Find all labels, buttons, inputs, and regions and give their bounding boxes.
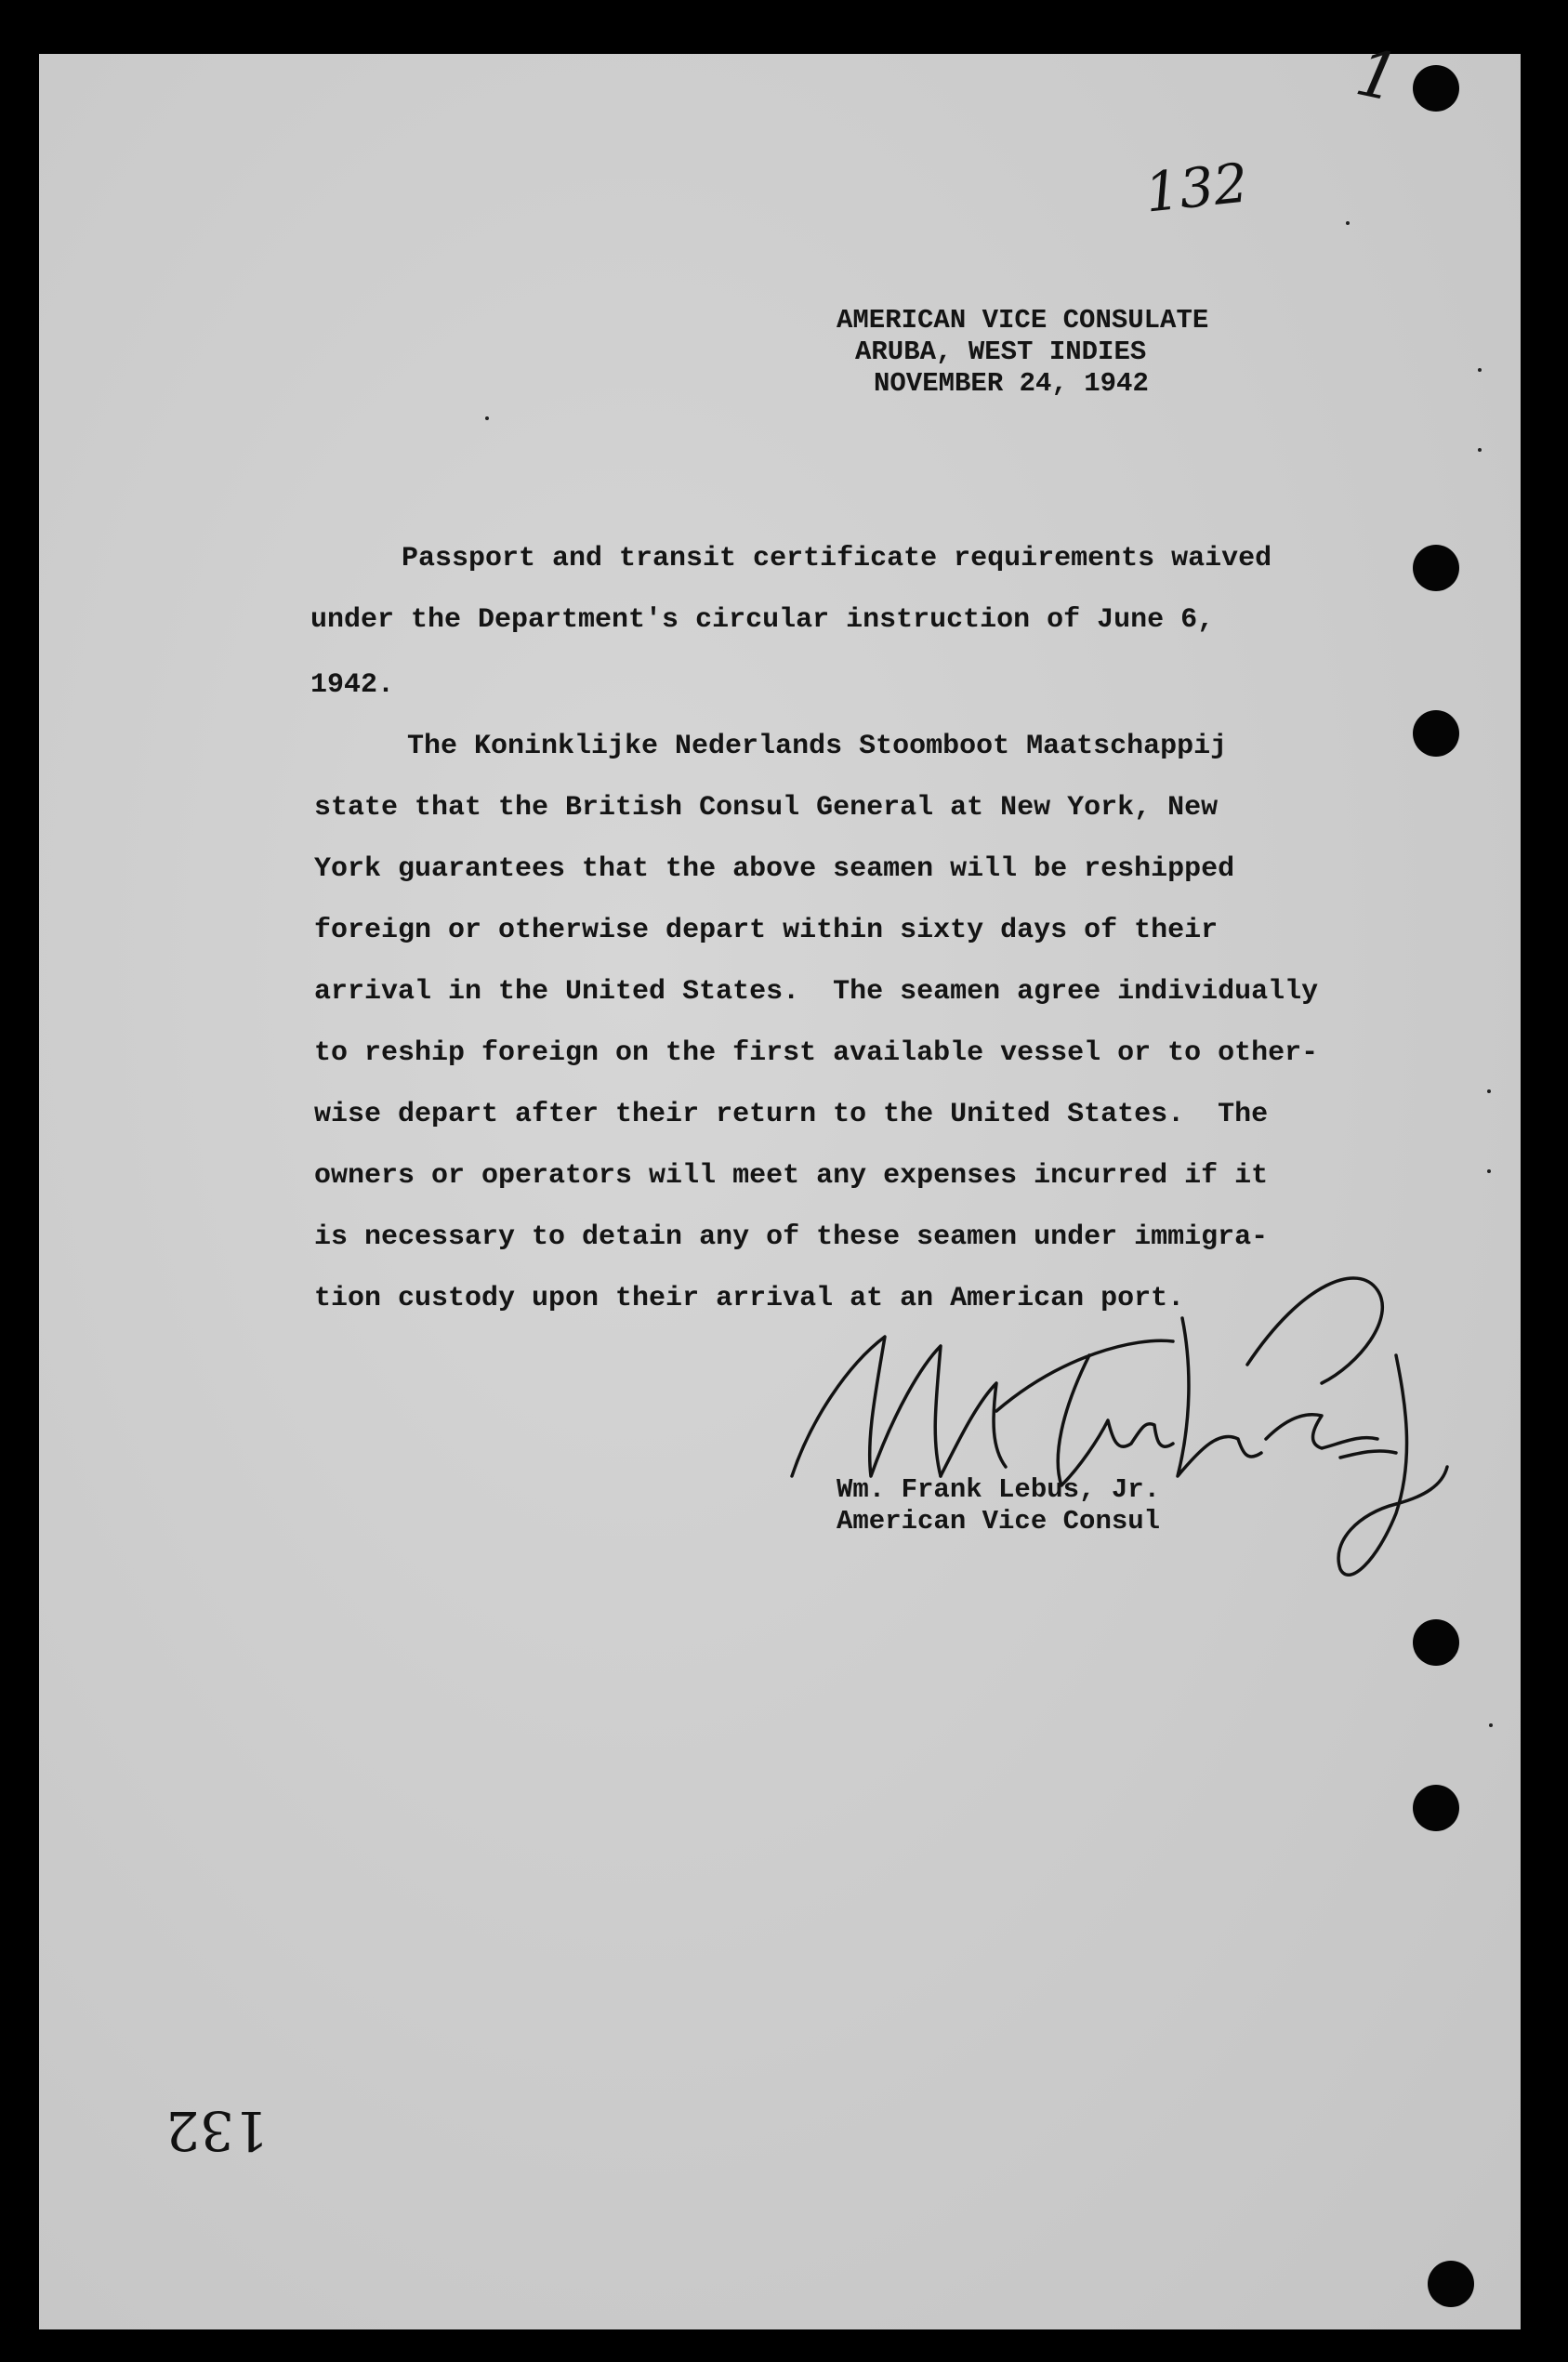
signatory-title: American Vice Consul: [837, 1506, 1161, 1537]
body-line: wise depart after their return to the United States. The: [314, 1099, 1269, 1130]
punch-hole: [1413, 1619, 1459, 1666]
body-line: arrival in the United States. The seamen agree individually: [314, 976, 1319, 1008]
body-line: York guarantees that the above seamen will be reshipped: [314, 853, 1235, 885]
paper-speck: [1346, 221, 1350, 225]
body-line: owners or operators will meet any expenses incurred if it: [314, 1160, 1269, 1192]
body-line: Passport and transit certificate requirements waived: [402, 543, 1272, 574]
document-page: [39, 33, 1521, 2329]
punch-hole: [1428, 2261, 1474, 2307]
header-location: ARUBA, WEST INDIES: [855, 336, 1147, 367]
punch-hole: [1413, 710, 1459, 757]
header-date: NOVEMBER 24, 1942: [874, 368, 1149, 399]
body-line: is necessary to detain any of these seamen under immigra-: [314, 1221, 1269, 1253]
body-line: tion custody upon their arrival at an American port.: [314, 1283, 1185, 1314]
body-line: The Koninklijke Nederlands Stoomboot Maatschappij: [407, 731, 1228, 762]
body-line: 1942.: [310, 669, 395, 701]
body-line: to reship foreign on the first available vessel or to other-: [314, 1037, 1319, 1069]
paper-speck: [485, 416, 489, 420]
paper-speck: [1478, 448, 1482, 452]
body-line: under the Department's circular instruction of June 6,: [310, 604, 1215, 636]
paper-speck: [1487, 1169, 1491, 1173]
punch-hole: [1413, 1785, 1459, 1831]
paper-speck: [1489, 1723, 1493, 1727]
punch-hole: [1413, 65, 1459, 112]
handwritten-signature: [783, 1253, 1452, 1606]
header-consulate: AMERICAN VICE CONSULATE: [837, 305, 1209, 336]
rotated-folio-number: 132: [165, 2099, 269, 2162]
folio-number: 132: [1141, 151, 1251, 225]
body-line: foreign or otherwise depart within sixty days of their: [314, 915, 1219, 946]
paper-speck: [1487, 1089, 1491, 1093]
paper-speck: [1478, 368, 1482, 372]
punch-hole: [1413, 545, 1459, 591]
body-line: state that the British Consul General at New York, New: [314, 792, 1219, 824]
corner-page-number: 1: [1349, 33, 1406, 117]
signatory-name: Wm. Frank Lebus, Jr.: [837, 1474, 1161, 1505]
